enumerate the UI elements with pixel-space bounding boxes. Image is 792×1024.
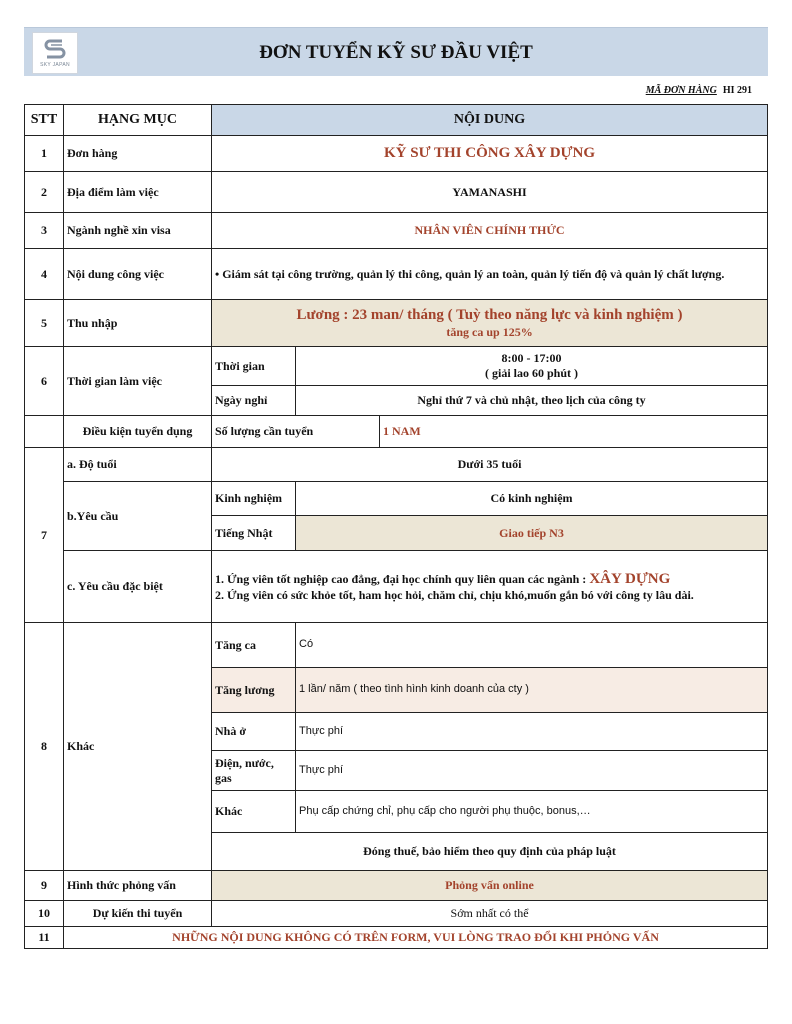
row-label: Điều kiện tuyển dụng [64,416,212,448]
row-label: a. Độ tuổi [64,448,212,482]
allowances-value: Phụ cấp chứng chỉ, phụ cấp cho người phụ thuộc, bonus,… [296,791,768,833]
col-stt-header: STT [25,105,64,136]
page-title: ĐƠN TUYỂN KỸ SƯ ĐẦU VIỆT [259,42,533,63]
document-header [24,27,768,76]
sub-label: Khác [212,791,296,833]
row-number: 6 [25,347,64,416]
sub-label: Tăng ca [212,623,296,668]
col-content-header: NỘI DUNG [212,105,768,136]
sub-label: Nhà ở [212,713,296,751]
row-label: Thời gian làm việc [64,347,212,416]
table-row [25,213,768,249]
interview-format-value: Phỏng vấn online [212,871,768,901]
table-row [25,416,768,448]
japanese-level-value: Giao tiếp N3 [296,516,768,551]
row-number: 3 [25,213,64,249]
row-label: Hình thức phỏng vấn [64,871,212,901]
income-value [212,300,768,347]
table-row [25,249,768,300]
sub-label: Ngày nghỉ [212,386,296,416]
working-hours: 8:00 - 17:00 [501,351,562,365]
job-title-value: KỸ SƯ THI CÔNG XÂY DỰNG [212,136,768,172]
overtime-rate-line: tăng ca up 125% [446,324,533,339]
col-category-header: HẠNG MỤC [64,105,212,136]
order-code-label: MÃ ĐƠN HÀNG [645,85,717,96]
break-note: ( giải lao 60 phút ) [485,366,579,380]
table-row [25,448,768,482]
table-row [25,871,768,901]
table-row [25,482,768,516]
special-requirements-value [212,551,768,623]
row-number: 1 [25,136,64,172]
order-code-value: HI 291 [722,85,752,96]
row-number: 11 [25,927,64,949]
row-number: 10 [25,901,64,927]
requirement-1: 1. Ứng viên tốt nghiệp cao đẳng, đại học chính quy liên quan các ngành : XÂY DỰNG [215,570,671,587]
logo-text: SKY JAPAN [40,62,70,68]
visa-value: NHÂN VIÊN CHÍNH THỨC [212,213,768,249]
row-label: Nội dung công việc [64,249,212,300]
age-value: Dưới 35 tuổi [212,448,768,482]
table-row [25,551,768,623]
sub-label: Tăng lương [212,668,296,713]
sub-label: Tiếng Nhật [212,516,296,551]
row-number: 2 [25,172,64,213]
sub-label: Kinh nghiệm [212,482,296,516]
major-highlight: XÂY DỰNG [589,570,671,587]
exam-date-value: Sớm nhất có thể [212,901,768,927]
raise-value: 1 lần/ năm ( theo tình hình kinh doanh của cty ) [296,668,768,713]
table-row [25,300,768,347]
salary-line: Lương : 23 man/ tháng ( Tuỳ theo năng lực và kinh nghiệm ) [296,307,683,324]
job-description-value: • Giám sát tại công trường, quản lý thi công, quản lý an toàn, quản lý tiến độ và quản lý chất lượng. [212,249,768,300]
housing-value: Thực phí [296,713,768,751]
experience-value: Có kinh nghiệm [296,482,768,516]
row-number: 5 [25,300,64,347]
sub-label: Thời gian [212,347,296,386]
row-number: 7 [25,448,64,623]
row-label: Đơn hàng [64,136,212,172]
tax-insurance-value: Đóng thuế, bảo hiểm theo quy định của pháp luật [212,833,768,871]
table-row [25,927,768,949]
table-row [25,901,768,927]
table-row [25,623,768,668]
table-row [25,172,768,213]
row-label: Khác [64,623,212,871]
location-value: YAMANASHI [212,172,768,213]
row-label: b.Yêu cầu [64,482,212,551]
table-row [25,347,768,386]
row-number: 9 [25,871,64,901]
row-number: 8 [25,623,64,871]
table-row [25,136,768,172]
utilities-value: Thực phí [296,751,768,791]
row-label: Dự kiến thi tuyển [64,901,212,927]
sub-label: Số lượng cần tuyển [212,416,380,448]
order-code [646,85,752,96]
overtime-value: Có [296,623,768,668]
row-label: c. Yêu cầu đặc biệt [64,551,212,623]
requirement-2: 2. Ứng viên có sức khỏe tốt, ham học hỏi, chăm chỉ, chịu khó,muốn gắn bó với công ty lâu dài. [215,588,694,603]
row-label: Ngành nghề xin visa [64,213,212,249]
working-hours-value [296,347,768,386]
row-label: Địa điểm làm việc [64,172,212,213]
headcount-value: 1 NAM [380,416,768,448]
sub-label: Điện, nước, gas [212,751,296,791]
days-off-value: Nghỉ thứ 7 và chủ nhật, theo lịch của công ty [296,386,768,416]
table-header-row [25,105,768,136]
footer-note: NHỮNG NỘI DUNG KHÔNG CÓ TRÊN FORM, VUI LÒNG TRAO ĐỔI KHI PHỎNG VẤN [64,927,768,949]
row-label: Thu nhập [64,300,212,347]
row-number: 4 [25,249,64,300]
job-order-table [24,104,768,949]
